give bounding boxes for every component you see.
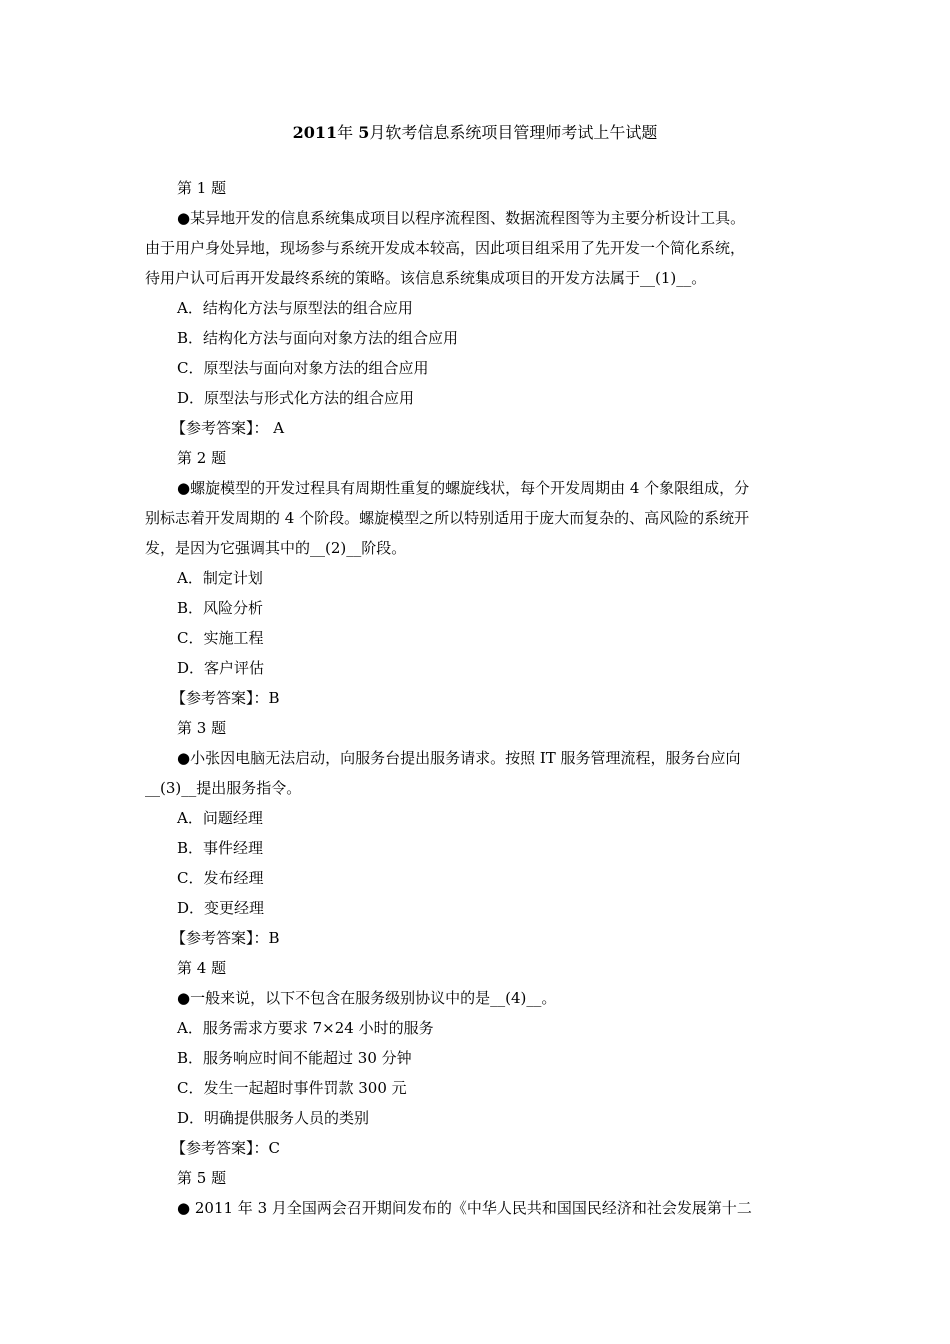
answer-option: B．结构化方法与面向对象方法的组合应用 — [177, 329, 459, 347]
question-stem-line: 发，是因为它强调其中的__(2)__阶段。 — [145, 539, 407, 557]
question-heading: 第 1 题 — [177, 179, 227, 197]
question-stem — [145, 203, 810, 293]
question-stem — [145, 983, 810, 1013]
question-stem-line: ●小张因电脑无法启动，向服务台提出服务请求。按照 IT 服务管理流程，服务台应向 — [177, 749, 741, 767]
answer-option: A．服务需求方要求 7×24 小时的服务 — [177, 1019, 434, 1037]
answer-option: A．结构化方法与原型法的组合应用 — [177, 299, 413, 317]
reference-answer: 【参考答案】：B — [171, 929, 280, 947]
answer-option: D．变更经理 — [177, 899, 265, 917]
question-heading: 第 2 题 — [177, 449, 227, 467]
answer-option: C．发生一起超时事件罚款 300 元 — [177, 1079, 407, 1097]
question-heading: 第 5 题 — [177, 1169, 227, 1187]
question-stem-line: 待用户认可后再开发最终系统的策略。该信息系统集成项目的开发方法属于__(1)__。 — [145, 269, 707, 287]
reference-answer: 【参考答案】：B — [171, 689, 280, 707]
title-year-suffix: 年 — [337, 123, 359, 142]
question-stem-line: ● 2011 年 3 月全国两会召开期间发布的《中华人民共和国国民经济和社会发展第十二 — [177, 1199, 752, 1217]
title-month: 5 — [358, 123, 370, 142]
question-block — [145, 953, 810, 1163]
question-list — [145, 173, 810, 1223]
question-stem-line: 由于用户身处异地，现场参与系统开发成本较高，因此项目组采用了先开发一个简化系统， — [145, 239, 746, 257]
answer-option: D．原型法与形式化方法的组合应用 — [177, 389, 415, 407]
question-stem — [145, 1193, 810, 1223]
question-heading: 第 4 题 — [177, 959, 227, 977]
question-stem — [145, 473, 810, 563]
question-stem-line: __(3)__提出服务指令。 — [145, 779, 302, 797]
answer-option: A．制定计划 — [177, 569, 263, 587]
answer-option: B．服务响应时间不能超过 30 分钟 — [177, 1049, 412, 1067]
title-text: 月软考信息系统项目管理师考试上午试题 — [369, 123, 658, 142]
question-block — [145, 443, 810, 713]
question-stem — [145, 743, 810, 803]
question-stem-line: ●螺旋模型的开发过程具有周期性重复的螺旋线状，每个开发周期由 4 个象限组成，分 — [177, 479, 750, 497]
reference-answer: 【参考答案】：C — [171, 1139, 280, 1157]
answer-option: D．客户评估 — [177, 659, 265, 677]
question-block — [145, 173, 810, 443]
answer-option: A．问题经理 — [177, 809, 263, 827]
reference-answer: 【参考答案】： A — [171, 419, 285, 437]
document-title — [0, 121, 950, 145]
question-heading: 第 3 题 — [177, 719, 227, 737]
question-block — [145, 1163, 810, 1223]
title-year: 2011 — [292, 123, 338, 142]
question-stem-line: 别标志着开发周期的 4 个阶段。螺旋模型之所以特别适用于庞大而复杂的、高风险的系统开 — [145, 509, 750, 527]
answer-option: C．实施工程 — [177, 629, 264, 647]
question-stem-line: ●某异地开发的信息系统集成项目以程序流程图、数据流程图等为主要分析设计工具。 — [177, 209, 746, 227]
question-block — [145, 713, 810, 953]
question-stem-line: ●一般来说，以下不包含在服务级别协议中的是__(4)__。 — [177, 989, 557, 1007]
answer-option: B．风险分析 — [177, 599, 264, 617]
answer-option: C．原型法与面向对象方法的组合应用 — [177, 359, 429, 377]
answer-option: B．事件经理 — [177, 839, 264, 857]
answer-option: C．发布经理 — [177, 869, 264, 887]
answer-option: D．明确提供服务人员的类别 — [177, 1109, 370, 1127]
